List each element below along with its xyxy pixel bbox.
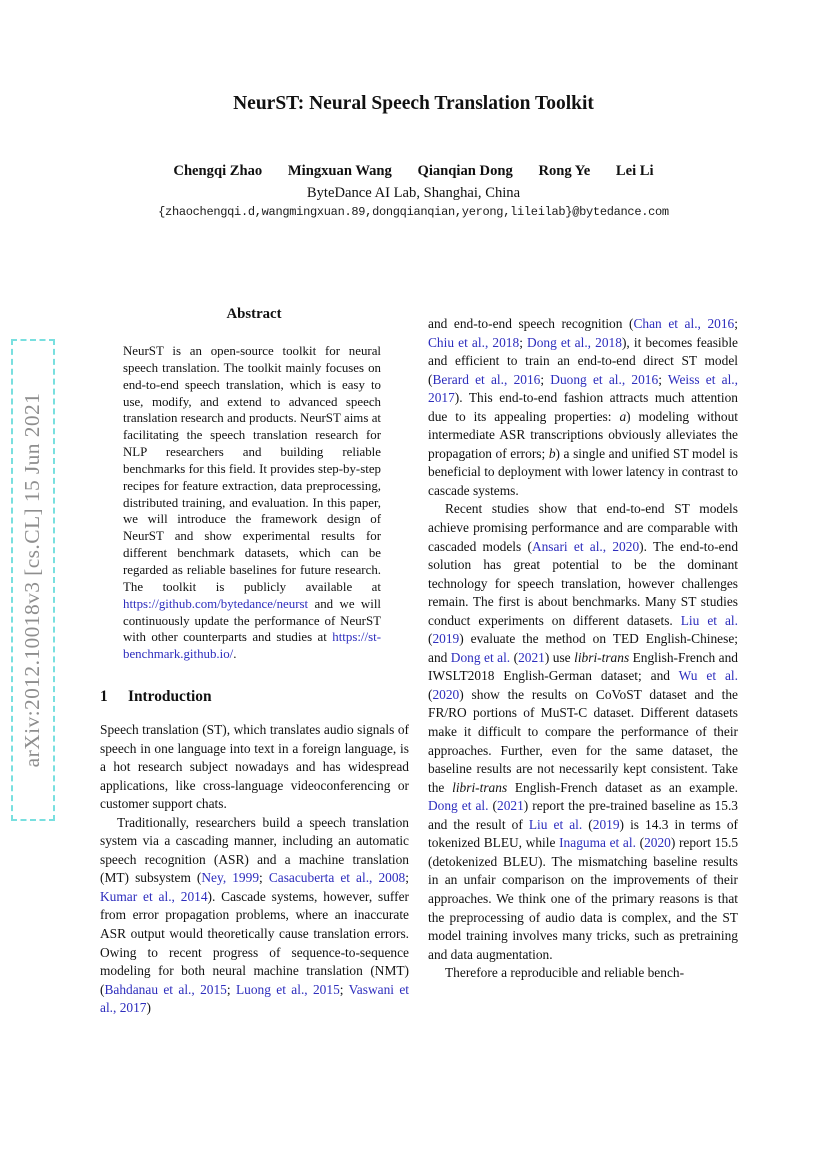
inline-link[interactable]: Berard et al., 2016 — [432, 371, 541, 387]
inline-link[interactable]: Chan et al., 2016 — [633, 316, 735, 331]
inline-link[interactable]: Casacuberta et al., 2008 — [268, 870, 406, 886]
email-line: {zhaochengqi.d,wangmingxuan.89,dongqianqian,yerong,lileilab}@bytedance.com — [158, 205, 669, 219]
section-heading-introduction — [100, 688, 212, 706]
inline-link[interactable]: Ansari et al., 2020 — [531, 538, 640, 554]
text-run: English-French and IWSLT2018 English-German dataset; and — [428, 649, 738, 684]
section-number: 1 — [100, 688, 108, 705]
inline-link[interactable]: Kumar et al., 2014 — [100, 888, 208, 904]
text-run: ; — [658, 371, 668, 387]
inline-link[interactable]: https://github.com/bytedance/neurst — [123, 596, 309, 611]
text-run: ). Cascade systems, however, suffer from error propagation problems, where an inaccurate ASR output would theoretically cause translation errors. Owing to recent progress of sequence-to-sequence modeling for both neural machine translation (NMT) ( — [100, 888, 409, 997]
inline-link[interactable]: Liu et al. — [528, 816, 583, 832]
italic-text: b — [548, 445, 556, 461]
text-run: Traditionally, researchers build a speech translation system via a cascading manner, including an automatic speech recognition (ASR) and a machine translation (MT) subsystem ( — [100, 814, 409, 886]
inline-link[interactable]: Dong et al. — [450, 649, 511, 665]
text-run: ), it becomes feasible and efficient to train an end-to-end direct ST model ( — [428, 334, 739, 387]
text-run: ) use — [544, 649, 575, 665]
italic-text: a — [619, 408, 627, 424]
inline-link[interactable]: Dong et al., 2018 — [527, 334, 622, 350]
text-run: ; — [540, 371, 551, 387]
text-run: ; — [519, 334, 528, 350]
right-column — [428, 315, 738, 983]
inline-link[interactable]: Inaguma et al. — [559, 835, 636, 851]
text-run: . — [233, 647, 237, 662]
paragraph — [100, 814, 409, 1018]
paragraph — [428, 315, 738, 500]
author-list — [0, 163, 827, 180]
text-run: Recent studies show that end-to-end ST models achieve promising performance and are comparable with cascaded models ( — [428, 501, 738, 554]
text-run: ) modeling without intermediate ASR transcriptions obviously alleviates the propagation of errors; — [428, 408, 738, 461]
text-run: Speech translation (ST), which translates audio signals of speech in one language into text in a foreign language, is a hot research subject nowadays and has widespread applications, like cross-language videoconferencing or customer support chats. — [100, 722, 409, 812]
text-run: ) — [146, 1000, 151, 1016]
arxiv-watermark: arXiv:2012.10018v3 [cs.CL] 15 Jun 2021 — [20, 392, 44, 768]
text-run: ( — [510, 649, 519, 665]
author-name: Mingxuan Wang — [287, 163, 392, 179]
paragraph — [100, 721, 409, 814]
author-name: Chengqi Zhao — [173, 163, 263, 179]
text-run: ) evaluate the method on TED English-Chinese; and — [428, 631, 738, 665]
inline-link[interactable]: https://st-benchmark.github.io/ — [123, 630, 381, 662]
text-run: ; — [226, 981, 236, 997]
inline-link[interactable]: Bahdanau et al., 2015 — [104, 981, 227, 997]
paragraph — [428, 964, 738, 983]
text-run: ( — [582, 816, 593, 832]
italic-text: libri-trans — [452, 779, 508, 795]
inline-link[interactable]: Ney, 1999 — [201, 870, 260, 886]
text-run: NeurST is an open-source toolkit for neural speech translation. The toolkit mainly focuses on end-to-end speech translation, which is easy to use, modify, and extend to advanced speech translation research and products. NeurST aims at facilitating the speech translation research for NLP researchers and building reliable benchmarks for this field. It provides step-by-step recipes for feature extraction, data preprocessing, distributed training, and evaluation. In this paper, we will introduce the framework design of NeurST and show experimental results for different benchmark datasets, which can be regarded as reliable baselines for future research. The toolkit is publicly available at — [123, 344, 381, 594]
left-column — [100, 721, 409, 1018]
inline-link[interactable]: Vaswani et al., 2017 — [100, 981, 410, 1016]
text-run: and we will continuously update the performance of NeurST with other counterparts and studies at — [123, 596, 381, 645]
author-name: Qianqian Dong — [417, 163, 513, 179]
text-run: ) report 15.5 (detokenized BLEU). The mismatching baseline results in an unfair comparison on the improvements of their approaches. We think one of the primary reasons is that the preprocessing of audio data is complex, and the ST model training involves many tricks, such as pretraining and data augmentation. — [428, 835, 739, 962]
inline-link[interactable]: 2019 — [432, 631, 460, 647]
section-title: Introduction — [128, 688, 212, 705]
text-run: ) is 14.3 in terms of tokenized BLEU, while — [428, 816, 738, 851]
inline-link[interactable]: Luong et al., 2015 — [235, 981, 340, 997]
author-name: Rong Ye — [538, 163, 591, 179]
inline-link[interactable]: Wu et al. — [678, 668, 739, 684]
text-run: ( — [428, 686, 433, 702]
inline-link[interactable]: Liu et al. — [680, 612, 738, 628]
paragraph — [123, 343, 381, 663]
text-run: ( — [635, 835, 645, 851]
abstract-body — [123, 343, 381, 663]
abstract-heading: Abstract — [226, 306, 282, 322]
inline-link[interactable]: Chiu et al., 2018 — [428, 334, 520, 350]
text-run: and end-to-end speech recognition ( — [428, 316, 634, 331]
author-name: Lei Li — [615, 163, 654, 179]
text-run: ) report the pre-trained baseline as 15.3 and the result of — [428, 798, 738, 832]
italic-text: libri-trans — [574, 649, 630, 665]
inline-link[interactable]: Weiss et al., 2017 — [428, 371, 739, 406]
paragraph — [428, 500, 738, 964]
text-run: ). The end-to-end solution has great potential to be the dominant technology for speech translation, however challenges remain. The first is about benchmarks. Many ST studies conduct experiments on different datasets. — [428, 538, 739, 628]
inline-link[interactable]: 2020 — [644, 835, 671, 851]
inline-link[interactable]: Duong et al., 2016 — [550, 371, 659, 387]
inline-link[interactable]: Dong et al. — [428, 798, 489, 814]
inline-link[interactable]: 2021 — [518, 649, 545, 665]
text-run: ; — [259, 870, 269, 886]
text-run: ) a single and unified ST model is beneficial to deployment with lower latency in contrast to cascade systems. — [428, 445, 739, 498]
text-run: ( — [488, 798, 498, 814]
text-run: ) show the results on CoVoST dataset and the FR/RO portions of MuST-C dataset. Different datasets make it difficult to compare the performance of their approaches. Further, even for the same dataset, the baseline results are not necessarily kept consistent. Take the — [428, 686, 738, 795]
text-run: ; — [339, 981, 349, 997]
text-run: ; — [405, 870, 409, 886]
text-run: ; — [734, 316, 738, 331]
inline-link[interactable]: 2021 — [497, 798, 524, 814]
inline-link[interactable]: 2019 — [592, 816, 620, 832]
text-run: ). This end-to-end fashion attracts much attention due to its appealing properties: — [428, 390, 738, 424]
text-run: ( — [428, 631, 433, 647]
inline-link[interactable]: 2020 — [432, 686, 460, 702]
affiliation: ByteDance AI Lab, Shanghai, China — [306, 185, 521, 201]
text-run: English-French dataset as an example. — [507, 779, 738, 795]
paper-title: NeurST: Neural Speech Translation Toolkit — [233, 93, 594, 114]
text-run: Therefore a reproducible and reliable bench- — [445, 965, 685, 981]
